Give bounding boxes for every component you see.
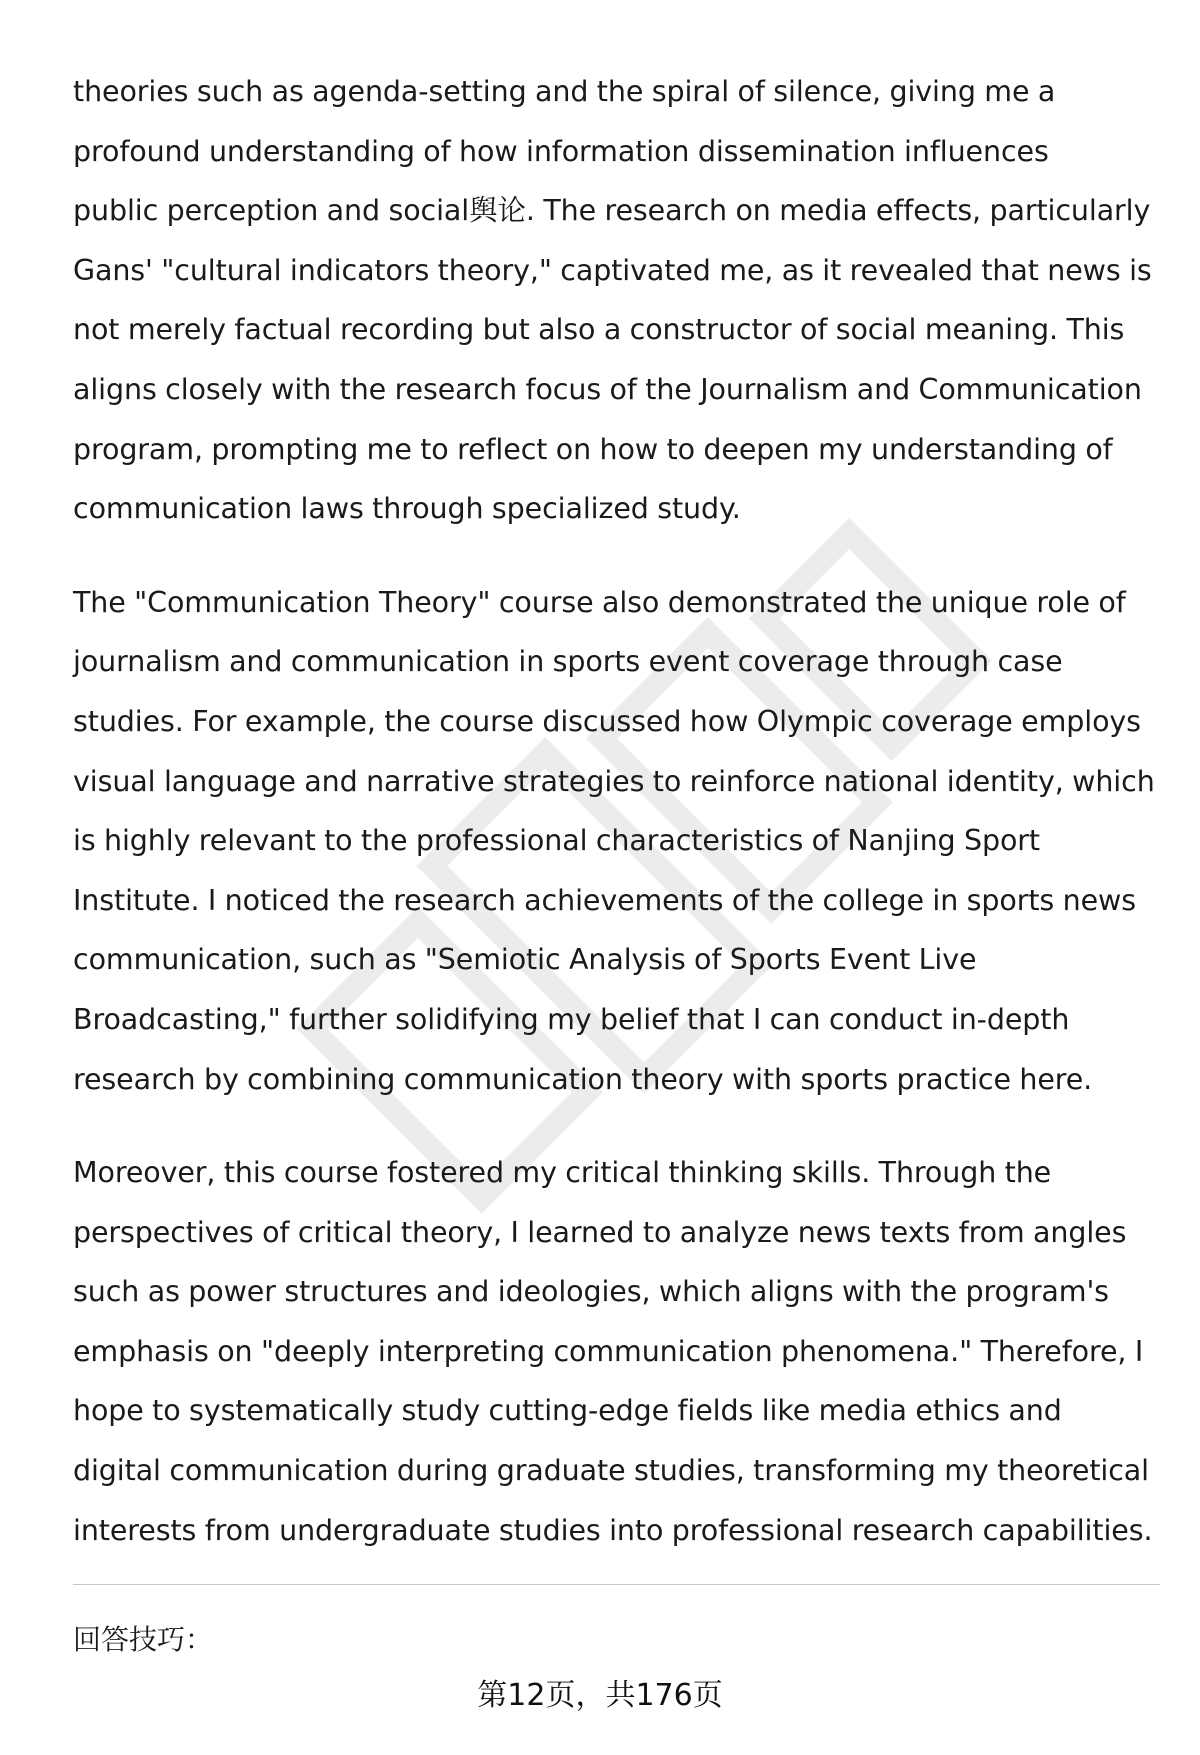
text-line: emphasis on "deeply interpreting communication phenomena." Therefore, I xyxy=(73,1334,1144,1368)
text-line: Broadcasting," further solidifying my belief that I can conduct in-depth xyxy=(73,1002,1070,1036)
section-divider xyxy=(73,1584,1160,1585)
text-line: program, prompting me to reflect on how to deepen my understanding of xyxy=(73,432,1113,466)
text-line: visual language and narrative strategies to reinforce national identity, which xyxy=(73,764,1155,798)
text-line: is highly relevant to the professional characteristics of Nanjing Sport xyxy=(73,824,1041,858)
text-line: perspectives of critical theory, I learned to analyze news texts from angles xyxy=(73,1215,1127,1249)
text-line: studies. For example, the course discussed how Olympic coverage employs xyxy=(73,704,1141,738)
paragraph-3 xyxy=(73,1143,1160,1560)
text-line: hope to systematically study cutting-edge fields like media ethics and xyxy=(73,1394,1062,1428)
paragraph-2 xyxy=(73,573,1160,1109)
text-line: Moreover, this course fostered my critical thinking skills. Through the xyxy=(73,1156,1052,1190)
text-line: Gans' "cultural indicators theory," captivated me, as it revealed that news is xyxy=(73,253,1152,287)
text-line: interests from undergraduate studies into professional research capabilities. xyxy=(73,1513,1153,1547)
paragraph-1 xyxy=(73,62,1160,539)
text-line: digital communication during graduate studies, transforming my theoretical xyxy=(73,1454,1149,1488)
text-line: Institute. I noticed the research achievements of the college in sports news xyxy=(73,883,1136,917)
text-line: profound understanding of how information dissemination influences xyxy=(73,134,1049,168)
text-line: aligns closely with the research focus of the Journalism and Communication xyxy=(73,372,1142,406)
text-line: The "Communication Theory" course also demonstrated the unique role of xyxy=(73,585,1126,619)
text-line: such as power structures and ideologies, which aligns with the program's xyxy=(73,1275,1109,1309)
text-line: public perception and social舆论. The research on media effects, particularly xyxy=(73,194,1151,228)
text-line: research by combining communication theory with sports practice here. xyxy=(73,1062,1093,1096)
document-body xyxy=(73,62,1160,1594)
text-line: communication laws through specialized study. xyxy=(73,492,741,526)
answer-tips-label: 回答技巧： xyxy=(73,1623,214,1656)
text-line: not merely factual recording but also a constructor of social meaning. This xyxy=(73,313,1125,347)
page-number: 第12页，共176页 xyxy=(477,1678,723,1713)
text-line: theories such as agenda-setting and the spiral of silence, giving me a xyxy=(73,75,1056,108)
text-line: journalism and communication in sports event coverage through case xyxy=(73,645,1063,679)
text-line: communication, such as "Semiotic Analysis of Sports Event Live xyxy=(73,943,977,977)
